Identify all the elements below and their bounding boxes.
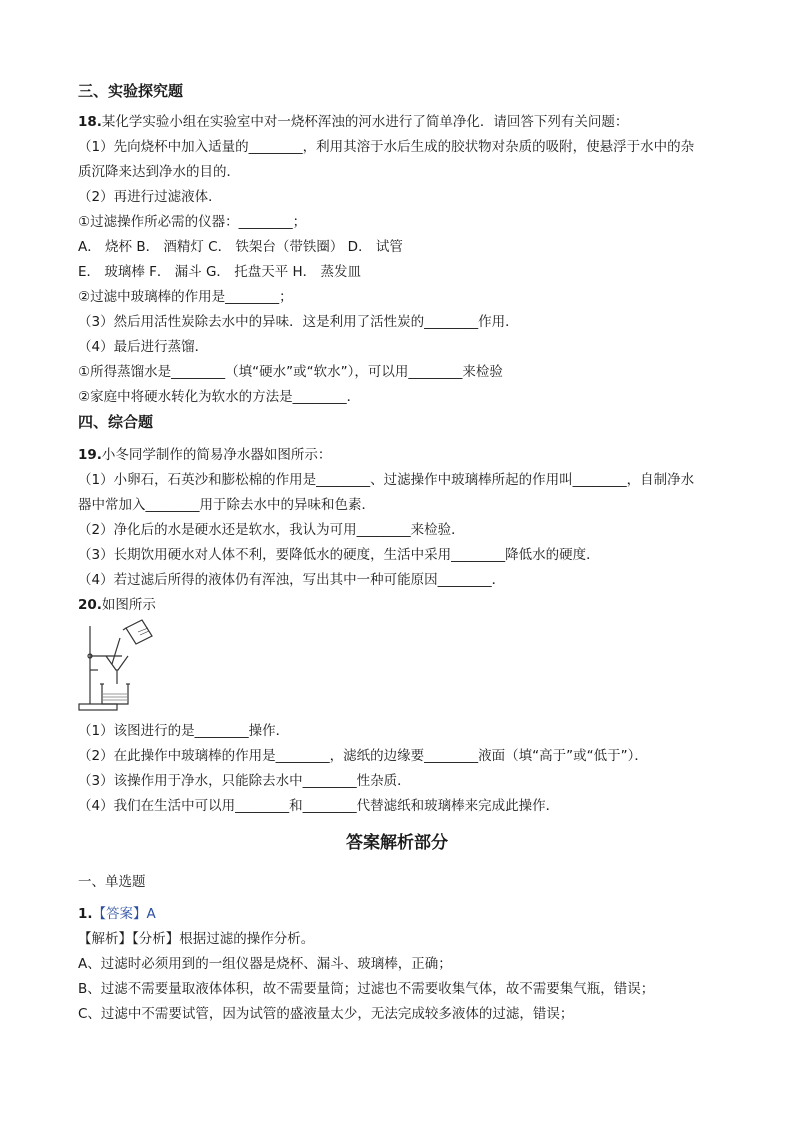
answer-number: 1. — [78, 906, 93, 922]
section-heading-experiment: 三、实验探究题 — [78, 82, 184, 100]
question-20-stem — [78, 596, 156, 614]
answer-1-header — [78, 905, 156, 923]
answers-subsection-title: 一、单选题 — [78, 874, 146, 890]
answer-1-analysis: 【解析】【分析】根据过滤的操作分析。 — [78, 931, 315, 947]
q18-line-7: ②过滤中玻璃棒的作用是________； — [78, 289, 293, 305]
q18-line-9: （4）最后进行蒸馏． — [78, 339, 209, 355]
q19-line-1: （1）小卵石，石英沙和膨松棉的作用是________、过滤操作中玻璃棒所起的作用叫________，自制净水 — [78, 472, 695, 488]
question-19-stem — [78, 446, 331, 464]
q20-line-4: （4）我们在生活中可以用________和________代替滤纸和玻璃棒来完成此操作． — [78, 798, 560, 814]
q20-line-2: （2）在此操作中玻璃棒的作用是________，滤纸的边缘要________液面（填“高于”或“低于”）． — [78, 748, 648, 764]
question-text: 如图所示 — [101, 597, 156, 613]
q19-line-2: 器中常加入________用于除去水中的异味和色素． — [78, 497, 375, 513]
q18-options-2: E． 玻璃棒 F． 漏斗 G． 托盘天平 H． 蒸发皿 — [78, 264, 361, 280]
q20-line-3: （3）该操作用于净水，只能除去水中________性杂质． — [78, 773, 411, 789]
answer-tag: 【答案】A — [92, 906, 156, 922]
q20-line-1: （1）该图进行的是________操作． — [78, 723, 290, 739]
answer-1-option-b: B、过滤不需要量取液体体积，故不需要量筒；过滤也不需要收集气体，故不需要集气瓶，错误； — [78, 981, 655, 997]
question-text: 小冬同学制作的简易净水器如图所示： — [101, 447, 332, 463]
section-heading-comprehensive: 四、综合题 — [78, 413, 154, 431]
q18-line-3: （2）再进行过滤液体． — [78, 189, 222, 205]
question-number: 19. — [78, 447, 102, 463]
answer-1-option-c: C、过滤中不需要试管，因为试管的盛液量太少，无法完成较多液体的过滤，错误； — [78, 1006, 574, 1022]
question-text: 某化学实验小组在实验室中对一烧杯浑浊的河水进行了简单净化．请回答下列有关问题： — [101, 114, 629, 130]
q18-line-10: ①所得蒸馏水是________（填“硬水”或“软水”），可以用________来检验 — [78, 364, 503, 380]
q18-line-1: （1）先向烧杯中加入适量的________，利用其溶于水后生成的胶状物对杂质的吸附，使悬浮于水中的杂 — [78, 139, 695, 155]
q19-line-4: （3）长期饮用硬水对人体不利，要降低水的硬度，生活中采用________降低水的硬度． — [78, 547, 600, 563]
q19-line-5: （4）若过滤后所得的液体仍有浑浊，写出其中一种可能原因________． — [78, 572, 506, 588]
answers-section-title: 答案解析部分 — [346, 833, 448, 853]
q18-line-4: ①过滤操作所必需的仪器：________； — [78, 214, 307, 230]
q19-line-3: （2）净化后的水是硬水还是软水，我认为可用________来检验． — [78, 522, 465, 538]
q18-line-11: ②家庭中将硬水转化为软水的方法是________． — [78, 389, 361, 405]
question-number: 20. — [78, 597, 102, 613]
question-number: 18. — [78, 114, 102, 130]
q18-line-2: 质沉降来达到净水的目的． — [78, 164, 240, 180]
filtration-apparatus-icon — [76, 618, 158, 712]
q18-options-1: A． 烧杯 B． 酒精灯 C． 铁架台（带铁圈） D． 试管 — [78, 239, 403, 255]
question-18-stem — [78, 113, 628, 131]
answer-1-option-a: A、过滤时必须用到的一组仪器是烧杯、漏斗、玻璃棒，正确； — [78, 956, 452, 972]
q18-line-8: （3）然后用活性炭除去水中的异味．这是利用了活性炭的________作用． — [78, 314, 519, 330]
